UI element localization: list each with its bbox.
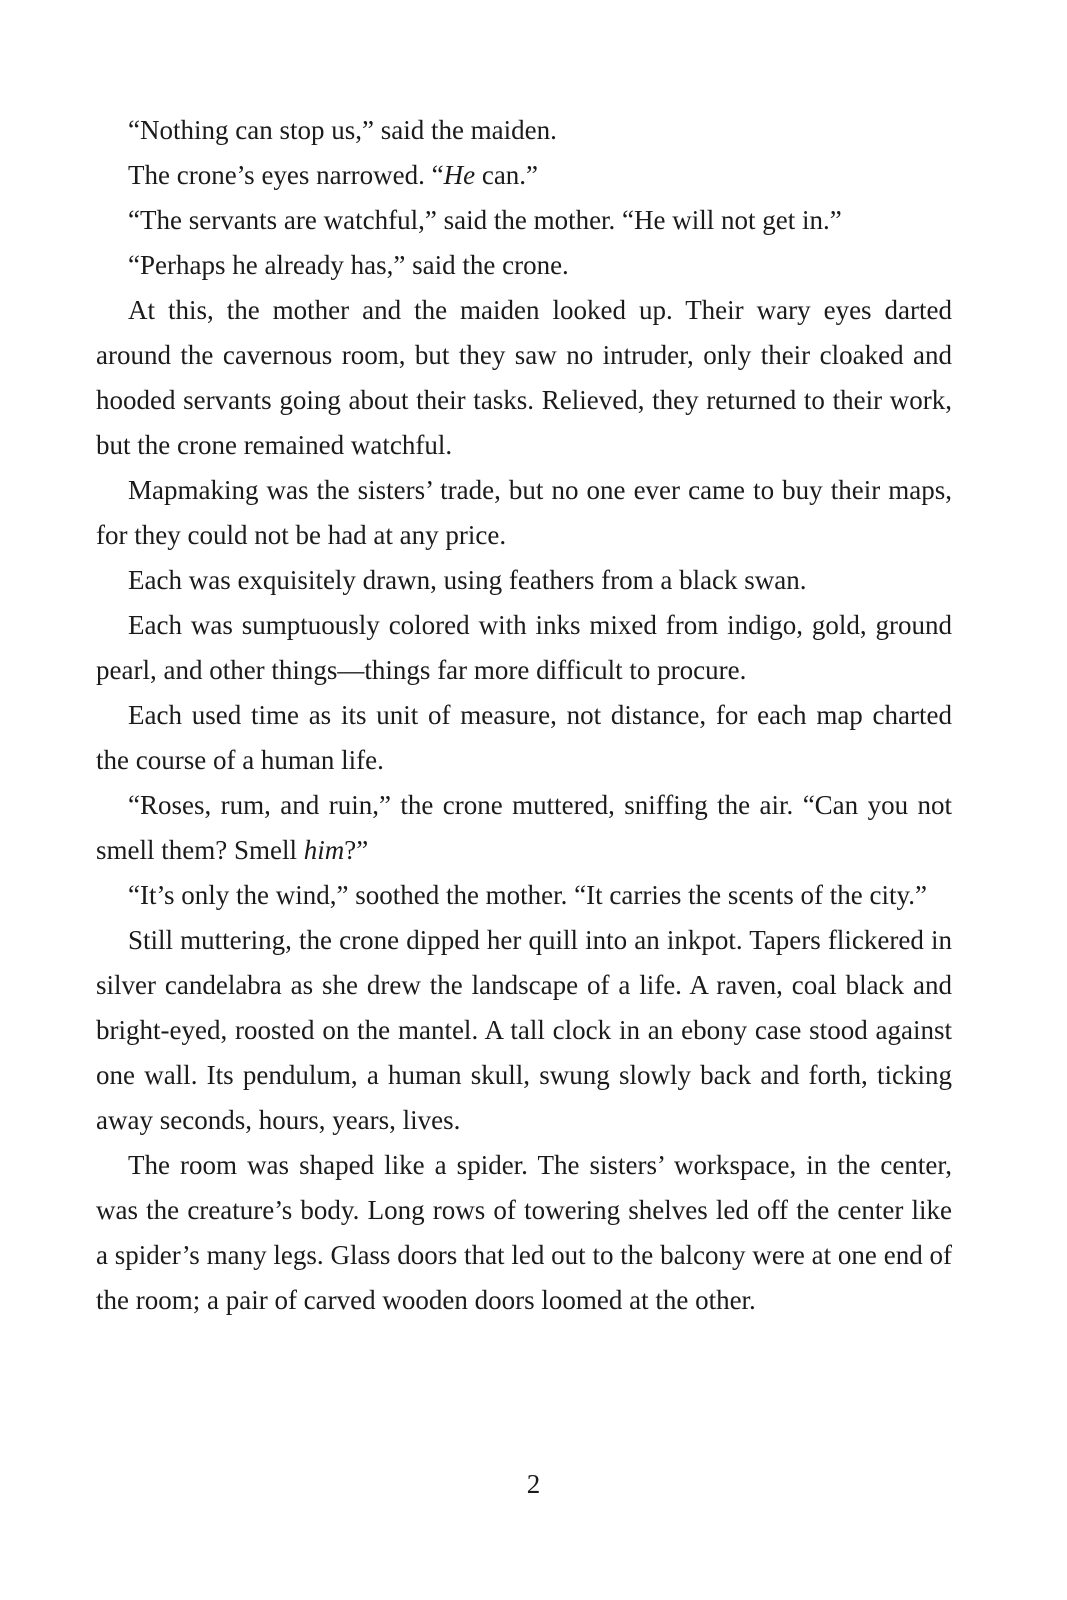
paragraph xyxy=(96,783,952,873)
paragraph-text: The room was shaped like a spider. The sisters’ workspace, in the center, was the creature’s body. Long rows of towering shelves led off the center like a spider’s many legs. Glass doors that led out to the balcony were at one end of the room; a pair of carved wooden doors loomed at the other. xyxy=(96,1150,952,1315)
paragraph xyxy=(96,603,952,693)
page-body xyxy=(96,108,952,1323)
paragraph-text: “Nothing can stop us,” said the maiden. xyxy=(128,115,557,145)
paragraph xyxy=(96,558,952,603)
paragraph-text: At this, the mother and the maiden looked up. Their wary eyes darted around the cavernous room, but they saw no intruder, only their cloaked and hooded servants going about their tasks. Relieved, they returned to their work, but the crone remained watchful. xyxy=(96,295,952,460)
paragraph xyxy=(96,288,952,468)
paragraph xyxy=(96,693,952,783)
paragraph-text: Each used time as its unit of measure, not distance, for each map charted the course of a human life. xyxy=(96,700,952,775)
italic-text: He xyxy=(443,160,476,190)
italic-text: him xyxy=(303,835,345,865)
paragraph-text: Mapmaking was the sisters’ trade, but no one ever came to buy their maps, for they could not be had at any price. xyxy=(96,475,952,550)
paragraph xyxy=(96,108,952,153)
paragraph xyxy=(96,1143,952,1323)
paragraph-text: Each was sumptuously colored with inks mixed from indigo, gold, ground pearl, and other things—things far more difficult to procure. xyxy=(96,610,952,685)
paragraph-text: “The servants are watchful,” said the mother. “He will not get in.” xyxy=(128,205,842,235)
page-number: 2 xyxy=(526,1469,541,1499)
paragraph xyxy=(96,873,952,918)
paragraph-text: “It’s only the wind,” soothed the mother. “It carries the scents of the city.” xyxy=(128,880,928,910)
paragraph-text: ?” xyxy=(344,835,369,865)
paragraph-text: Each was exquisitely drawn, using feathers from a black swan. xyxy=(128,565,807,595)
paragraph xyxy=(96,243,952,288)
paragraph-text: The crone’s eyes narrowed. “ xyxy=(128,160,444,190)
paragraph-text: can.” xyxy=(475,160,539,190)
paragraph-text: Still muttering, the crone dipped her quill into an inkpot. Tapers flickered in silver candelabra as she drew the landscape of a life. A raven, coal black and bright-eyed, roosted on the mantel. A tall clock in an ebony case stood against one wall. Its pendulum, a human skull, swung slowly back and forth, ticking away seconds, hours, years, lives. xyxy=(96,925,952,1135)
paragraph xyxy=(96,153,952,198)
paragraph-text: “Perhaps he already has,” said the crone. xyxy=(128,250,569,280)
paragraph xyxy=(96,468,952,558)
paragraph xyxy=(96,918,952,1143)
paragraph xyxy=(96,198,952,243)
paragraph-text: “Roses, rum, and ruin,” the crone muttered, sniffing the air. “Can you not smell them? Smell xyxy=(96,790,952,865)
